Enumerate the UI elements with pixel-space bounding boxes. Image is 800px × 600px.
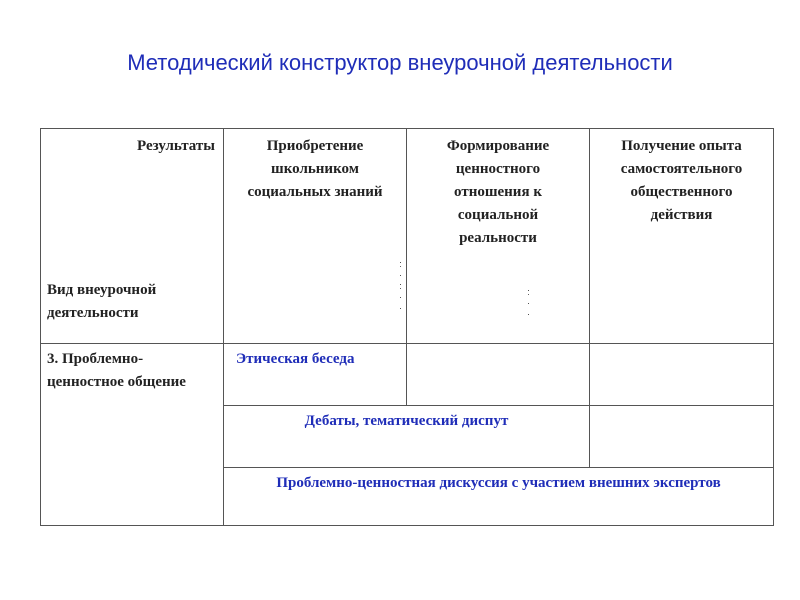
- decorative-dots: : · ·: [527, 287, 530, 319]
- activity-type-cell: [41, 344, 224, 526]
- activity-type-label: Вид внеурочной деятельности: [47, 282, 157, 321]
- constructor-table: [40, 128, 774, 526]
- activity-ethical-talk: Этическая беседа: [236, 351, 355, 367]
- header-value-attitude: [407, 129, 590, 344]
- empty-cell: [590, 406, 774, 468]
- activity-type-text: 3. Проблемно-ценностное общение: [47, 351, 186, 390]
- header-experience-text: Получение опыта самостоятельного общественного действия: [620, 138, 743, 223]
- decorative-dots: : · : · ·: [399, 259, 402, 313]
- corner-header-cell: [41, 129, 224, 344]
- header-experience: [590, 129, 774, 344]
- header-knowledge-text: Приобретение школьником социальных знаний: [247, 138, 383, 200]
- empty-cell: [407, 344, 590, 406]
- header-row: [41, 129, 774, 344]
- activity-debates: Дебаты, тематический диспут: [304, 413, 509, 429]
- activity-cell: [224, 344, 407, 406]
- activity-cell: [224, 468, 774, 526]
- header-knowledge: [224, 129, 407, 344]
- empty-cell: [590, 344, 774, 406]
- slide-title: Методический конструктор внеурочной деятельности: [127, 50, 673, 75]
- table-row: [41, 344, 774, 406]
- results-label: Результаты: [137, 138, 215, 154]
- activity-discussion: Проблемно-ценностная дискуссия с участием внешних экспертов: [276, 475, 721, 491]
- header-value-attitude-text: Формирование ценностного отношения к социальной реальности: [446, 138, 550, 246]
- activity-cell: [224, 406, 590, 468]
